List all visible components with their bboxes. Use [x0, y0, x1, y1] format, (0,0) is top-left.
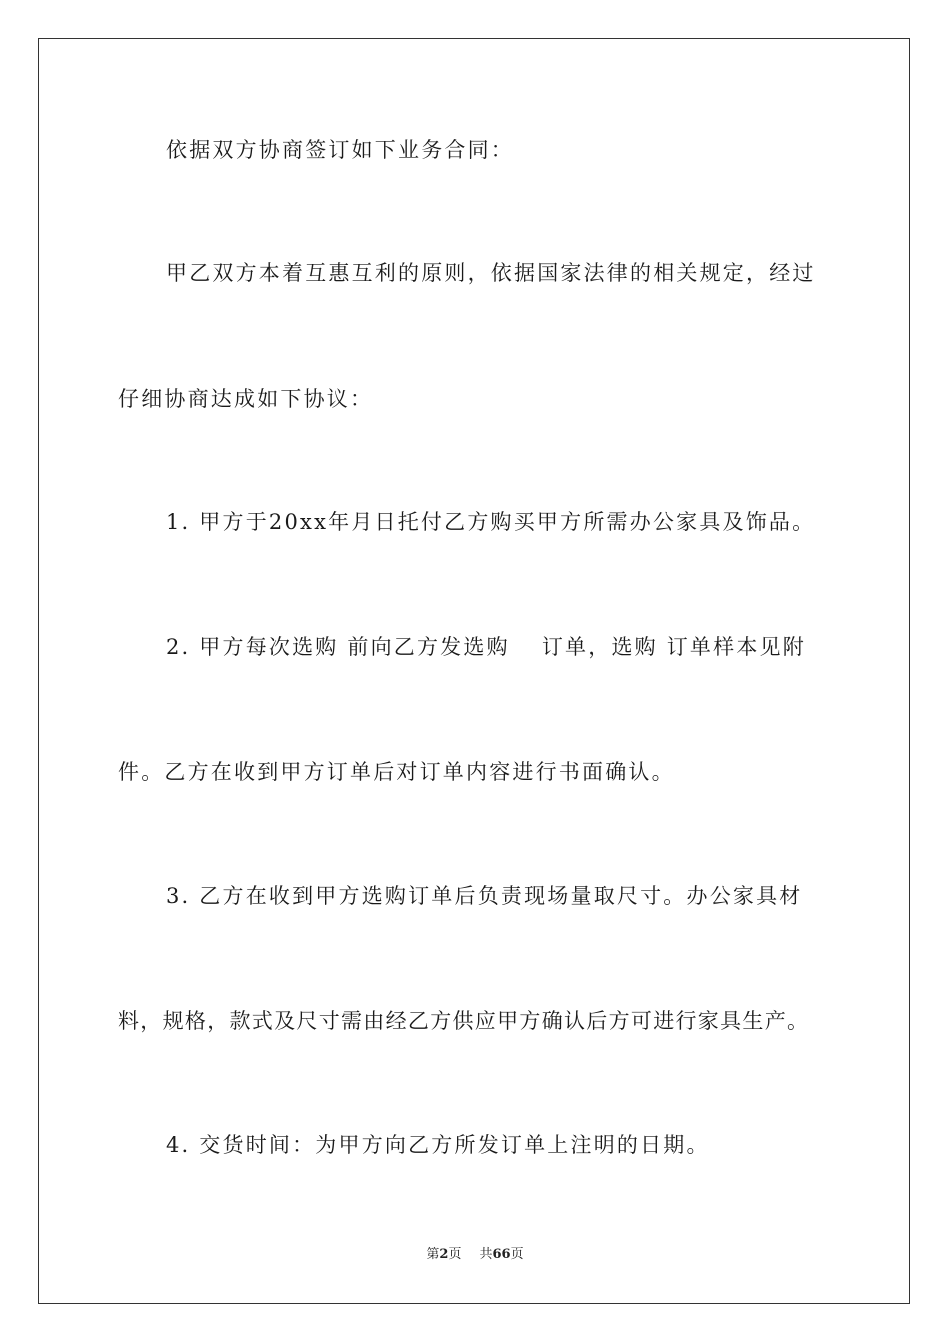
page-footer: [0, 1246, 950, 1264]
clause-3-line-2: 料，规格，款式及尺寸需由经乙方供应甲方确认后方可进行家具生产。: [118, 1009, 810, 1033]
paragraph-line-2: 甲乙双方本着互惠互利的原则，依据国家法律的相关规定，经过: [166, 261, 816, 285]
clause-2-line-1: 2. 甲方每次选购 前向乙方发选购 订单，选购 订单样本见附: [166, 635, 806, 659]
clause-2-line-2: 件。乙方在收到甲方订单后对订单内容进行书面确认。: [118, 760, 675, 784]
clause-1-line: 1. 甲方于20xx年月日托付乙方购买甲方所需办公家具及饰品。: [166, 510, 816, 534]
paragraph-line-3: 仔细协商达成如下协议：: [118, 387, 374, 411]
total-pages: 66: [492, 1247, 511, 1262]
page-prefix: 第: [426, 1247, 440, 1262]
total-prefix: 共: [479, 1247, 493, 1262]
page-number: 2: [439, 1247, 449, 1262]
clause-3-line-1: 3. 乙方在收到甲方选购订单后负责现场量取尺寸。办公家具材: [166, 884, 803, 908]
total-suffix: 页: [510, 1247, 524, 1262]
page-suffix: 页: [448, 1247, 462, 1262]
page-border: [38, 38, 910, 1304]
clause-4-line: 4. 交货时间：为甲方向乙方所发订单上注明的日期。: [166, 1133, 710, 1157]
paragraph-line-1: 依据双方协商签订如下业务合同：: [166, 138, 514, 162]
